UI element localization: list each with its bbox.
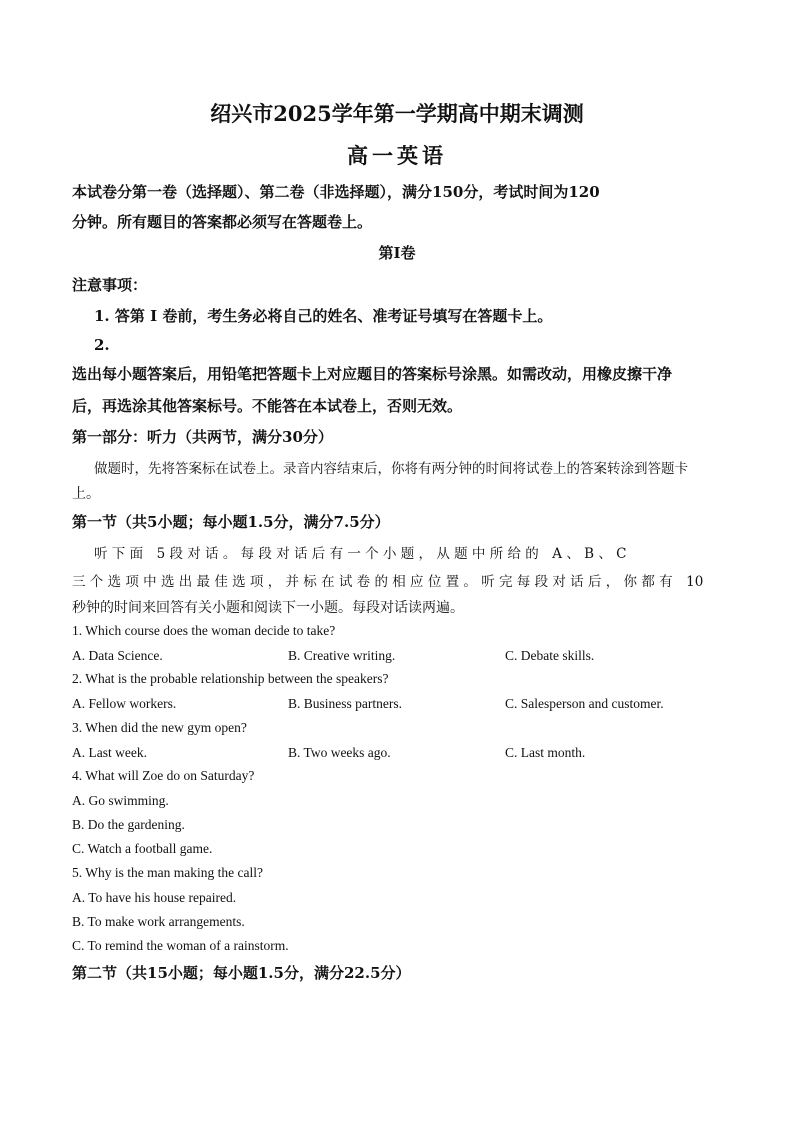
question-3-option-a: A. Last week. (72, 745, 147, 760)
question-1: 1. Which course does the woman decide to take? (72, 623, 336, 638)
question-2-option-b: B. Business partners. (288, 696, 402, 711)
part1-desc-line-1: 做题时，先将答案标在试卷上。录音内容结束后，你将有两分钟的时间将试卷上的答案转涂到答题卡 (94, 461, 688, 477)
section1-desc-line-2: 三 个 选 项 中 选 出 最 佳 选 项 ， 并 标 在 试 卷 的 相 应 位 置 。 听 完 每 段 对 话 后 ， 你 都 有 10 (72, 574, 704, 590)
question-2-option-a: A. Fellow workers. (72, 696, 177, 711)
notes-item-1: 1. 答第 I 卷前，考生务必将自己的姓名、准考证号填写在答题卡上。 (94, 307, 553, 325)
question-5-option-a: A. To have his house repaired. (72, 890, 237, 905)
intro-line-2: 分钟。所有题目的答案都必须写在答题卷上。 (72, 213, 373, 231)
section2-heading: 第二节（共15小题；每小题1.5分，满分22.5分） (72, 964, 411, 982)
question-3-option-c: C. Last month. (505, 745, 586, 760)
exam-subtitle: 高一英语 (347, 143, 447, 168)
intro-line-1: 本试卷分第一卷（选择题）、第二卷（非选择题），满分150分，考试时间为120 (72, 183, 600, 201)
question-5: 5. Why is the man making the call? (72, 865, 263, 880)
section1-heading: 第一节（共5小题；每小题1.5分，满分7.5分） (72, 513, 390, 531)
question-5-option-b: B. To make work arrangements. (72, 914, 245, 929)
volume-label: 第I卷 (378, 244, 416, 262)
notes-item-2-number: 2. (94, 336, 110, 354)
question-1-option-b: B. Creative writing. (288, 648, 396, 663)
question-4-option-a: A. Go swimming. (72, 793, 169, 808)
question-5-option-c: C. To remind the woman of a rainstorm. (72, 938, 289, 953)
notes-item-2-line-1: 选出每小题答案后，用铅笔把答题卡上对应题目的答案标号涂黑。如需改动，用橡皮擦干净 (72, 365, 673, 383)
question-1-option-a: A. Data Science. (72, 648, 163, 663)
notes-item-2-line-2: 后，再选涂其他答案标号。不能答在本试卷上，否则无效。 (72, 397, 463, 415)
question-1-option-c: C. Debate skills. (505, 648, 595, 663)
part1-desc-line-2: 上。 (72, 486, 100, 502)
question-2-option-c: C. Salesperson and customer. (505, 696, 664, 711)
question-4-option-b: B. Do the gardening. (72, 817, 185, 832)
question-3: 3. When did the new gym open? (72, 720, 247, 735)
question-2: 2. What is the probable relationship between the speakers? (72, 671, 389, 686)
exam-title: 绍兴市2025学年第一学期高中期末调测 (210, 101, 584, 126)
section1-desc-line-3: 秒钟的时间来回答有关小题和阅读下一小题。每段对话读两遍。 (72, 600, 464, 616)
section1-desc-line-1: 听 下 面 5 段 对 话 。 每 段 对 话 后 有 一 个 小 题 ， 从 题 中 所 给 的 A 、 B 、 C (94, 546, 627, 562)
question-4-option-c: C. Watch a football game. (72, 841, 213, 856)
notes-heading: 注意事项： (72, 276, 148, 294)
question-4: 4. What will Zoe do on Saturday? (72, 768, 255, 783)
part1-heading: 第一部分：听力（共两节，满分30分） (72, 428, 333, 446)
question-3-option-b: B. Two weeks ago. (288, 745, 391, 760)
